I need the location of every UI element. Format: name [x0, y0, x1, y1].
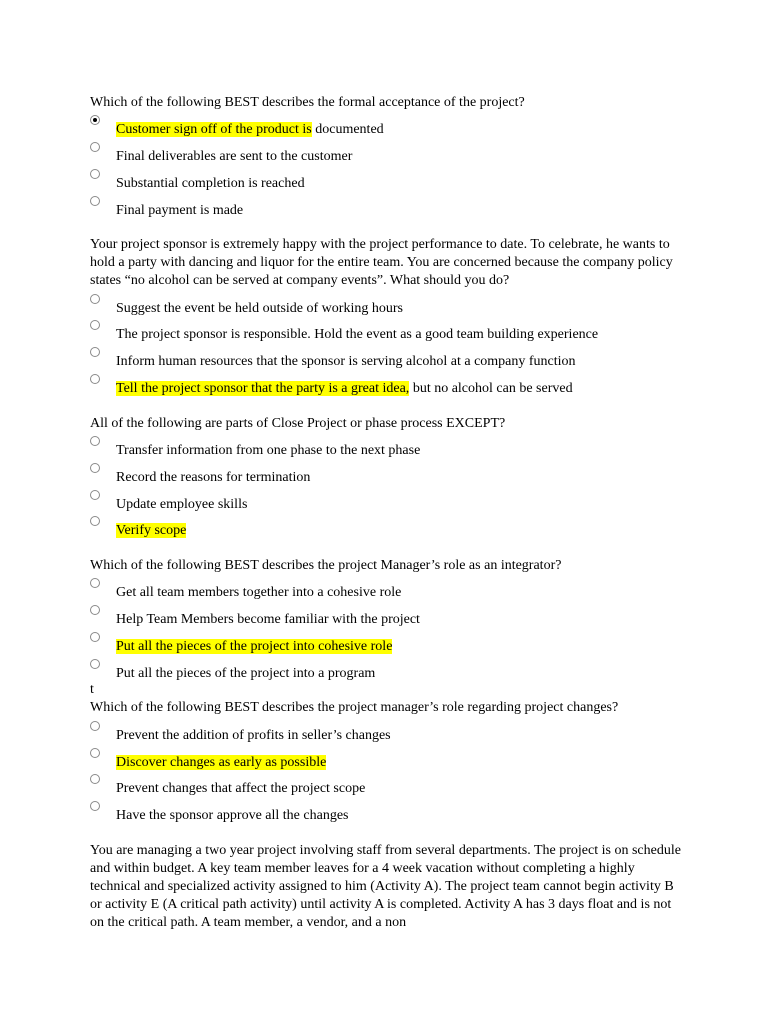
- option-text: Suggest the event be held outside of working hours: [116, 301, 403, 316]
- radio-button[interactable]: [90, 774, 100, 784]
- option-text: documented: [311, 122, 384, 137]
- radio-button[interactable]: [90, 721, 100, 731]
- q4-option-1[interactable]: [90, 578, 690, 600]
- q5-option-2[interactable]: [90, 748, 690, 770]
- option-text: Final deliverables are sent to the customer: [116, 149, 353, 164]
- question-1-text: Which of the following BEST describes the formal acceptance of the project?: [90, 95, 525, 110]
- q1-option-3[interactable]: [90, 169, 690, 191]
- radio-button[interactable]: [90, 605, 100, 615]
- q3-option-2[interactable]: [90, 463, 690, 485]
- q2-option-3[interactable]: [90, 347, 690, 369]
- radio-button[interactable]: [90, 490, 100, 500]
- q4-option-3[interactable]: [90, 632, 690, 654]
- question-4-text: Which of the following BEST describes the project Manager’s role as an integrator?: [90, 558, 562, 573]
- option-text: Inform human resources that the sponsor is serving alcohol at a company function: [116, 354, 576, 369]
- radio-button[interactable]: [90, 463, 100, 473]
- highlighted-text: Put all the pieces of the project into cohesive role: [116, 639, 393, 654]
- option-text: Final payment is made: [116, 203, 244, 218]
- option-text: Substantial completion is reached: [116, 176, 305, 191]
- q4-option-4[interactable]: [90, 659, 690, 681]
- option-text: Get all team members together into a cohesive role: [116, 585, 402, 600]
- radio-button[interactable]: [90, 436, 100, 446]
- q5-option-4[interactable]: [90, 801, 690, 823]
- option-text: Update employee skills: [116, 497, 248, 512]
- highlighted-text: Tell the project sponsor that the party is a great idea,: [116, 381, 410, 396]
- q2-option-2[interactable]: [90, 320, 690, 342]
- radio-button[interactable]: [90, 632, 100, 642]
- highlighted-text: Customer sign off of the product is: [116, 122, 312, 137]
- highlighted-text: Verify scope: [116, 523, 187, 538]
- option-text: Prevent changes that affect the project scope: [116, 781, 366, 796]
- radio-button[interactable]: [90, 801, 100, 811]
- option-text: Transfer information from one phase to the next phase: [116, 443, 421, 458]
- question-2-text: Your project sponsor is extremely happy with the project performance to date. To celebrate, he wants to hold a party with dancing and liquor for the entire team. You are concerned because the company policy states “no alcohol can be served at company events”. What should you do?: [90, 237, 673, 288]
- radio-button[interactable]: [90, 196, 100, 206]
- radio-button[interactable]: [90, 169, 100, 179]
- radio-button[interactable]: [90, 659, 100, 669]
- q3-option-4[interactable]: [90, 516, 690, 538]
- q1-option-4[interactable]: [90, 196, 690, 218]
- option-text: Record the reasons for termination: [116, 470, 311, 485]
- radio-button[interactable]: [90, 516, 100, 526]
- q2-option-1[interactable]: [90, 294, 690, 316]
- option-text: Have the sponsor approve all the changes: [116, 808, 349, 823]
- option-text: The project sponsor is responsible. Hold the event as a good team building experience: [116, 327, 599, 342]
- radio-button-selected[interactable]: [90, 115, 100, 125]
- q2-option-4[interactable]: [90, 374, 690, 396]
- highlighted-text: Discover changes as early as possible: [116, 755, 327, 770]
- final-question-paragraph: You are managing a two year project involving staff from several departments. The project is on schedule and within budget. A key team member leaves for a 4 week vacation without completing a highly technical and specialized activity assigned to him (Activity A). The project team cannot begin activity B or activity E (A critical path activity) until activity A is completed. Activity A has 3 days float and is not on the critical path. A team member, a vendor, and a non: [90, 843, 681, 930]
- radio-button[interactable]: [90, 142, 100, 152]
- radio-button[interactable]: [90, 374, 100, 384]
- q3-option-1[interactable]: [90, 436, 690, 458]
- radio-button[interactable]: [90, 294, 100, 304]
- option-text: but no alcohol can be served: [409, 381, 573, 396]
- radio-button[interactable]: [90, 347, 100, 357]
- q5-option-1[interactable]: [90, 721, 690, 743]
- q3-option-3[interactable]: [90, 490, 690, 512]
- option-text: Prevent the addition of profits in seller’s changes: [116, 728, 391, 743]
- q4-option-2[interactable]: [90, 605, 690, 627]
- q1-option-1[interactable]: [90, 115, 690, 137]
- radio-button[interactable]: [90, 320, 100, 330]
- radio-button[interactable]: [90, 748, 100, 758]
- question-5-text: Which of the following BEST describes the project manager’s role regarding project changes?: [90, 700, 619, 715]
- option-text: Help Team Members become familiar with the project: [116, 612, 420, 627]
- stray-character: t: [90, 682, 94, 697]
- q1-option-2[interactable]: [90, 142, 690, 164]
- question-3-text: All of the following are parts of Close Project or phase process EXCEPT?: [90, 416, 506, 431]
- radio-button[interactable]: [90, 578, 100, 588]
- option-text: Put all the pieces of the project into a program: [116, 666, 376, 681]
- q5-option-3[interactable]: [90, 774, 690, 796]
